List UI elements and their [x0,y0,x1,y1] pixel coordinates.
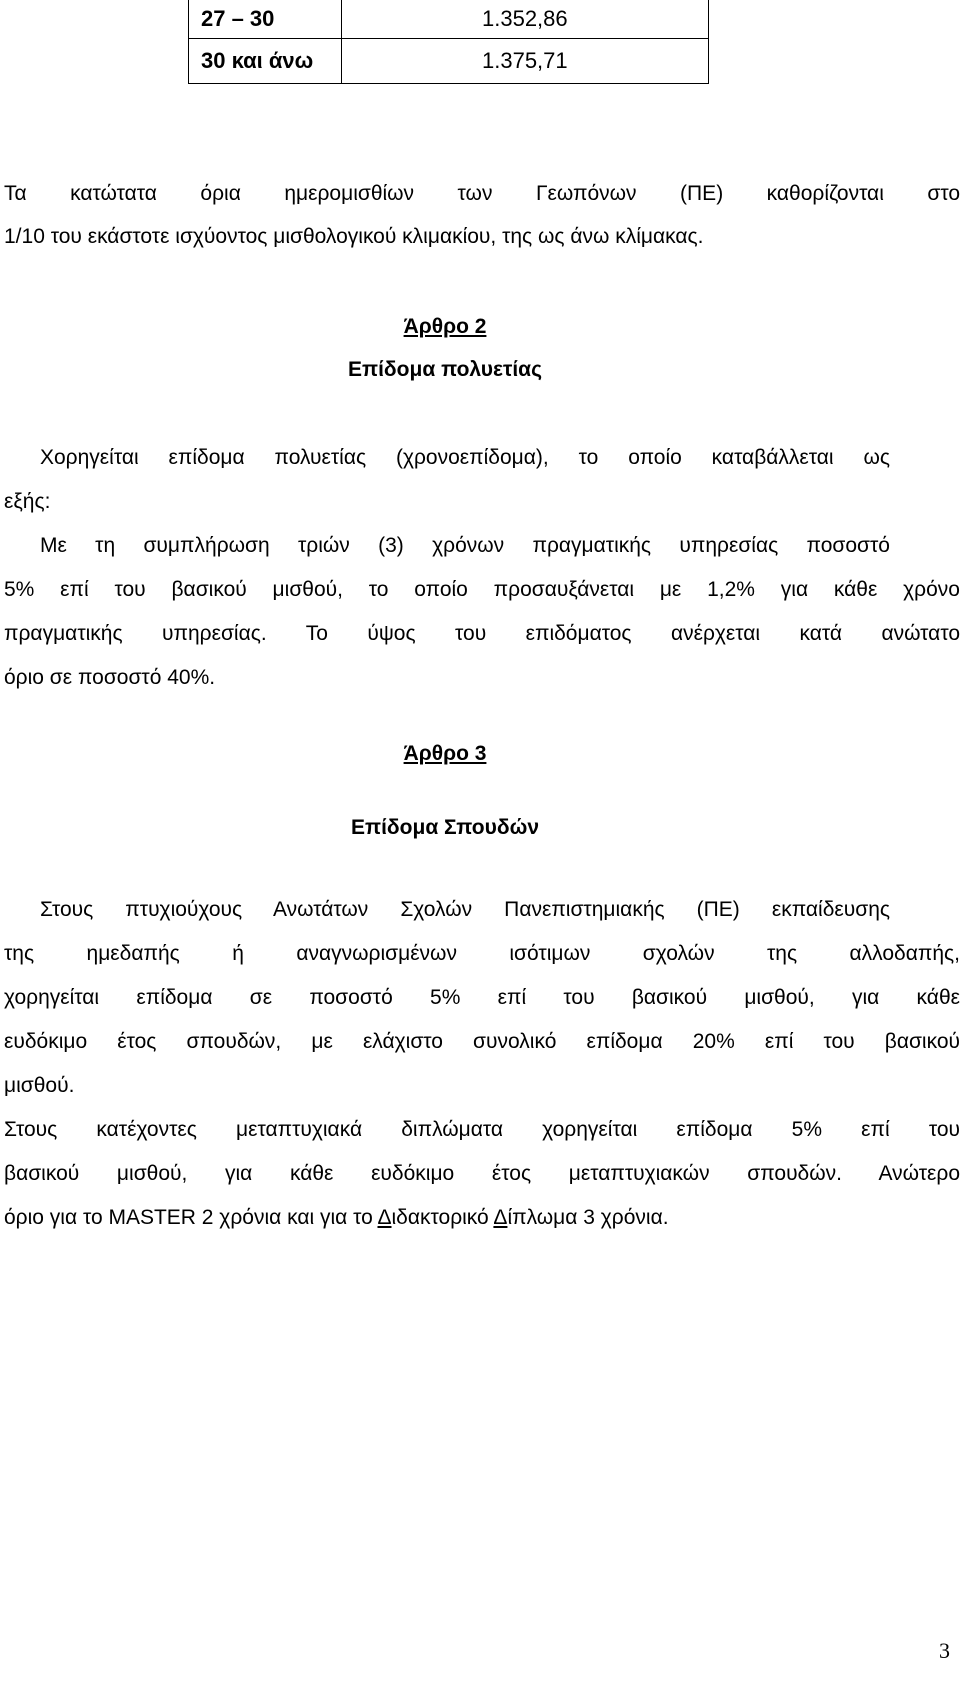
line-text: ιδακτορικό [391,1206,494,1229]
underlined-letter: Δ [377,1206,392,1229]
article-3-title: Επίδομα Σπουδών [350,816,539,839]
article-3-paragraph-line: βασικού μισθού, για κάθε ευδόκιμο έτος μεταπτυχιακών σπουδών. Ανώτερο [4,1162,960,1185]
article-3-paragraph-line: μισθού. [4,1074,75,1097]
article-2-paragraph-line: Με τη συμπλήρωση τριών (3) χρόνων πραγματικής υπηρεσίας ποσοστό [40,534,890,557]
underlined-letter: Δ [493,1206,508,1229]
article-3-paragraph-line: χορηγείται επίδομα σε ποσοστό 5% επί του βασικού μισθού, για κάθε [4,986,960,1009]
article-3-paragraph-line: της ημεδαπής ή αναγνωρισμένων ισότιμων σχολών της αλλοδαπής, [4,942,960,965]
years-cell: 30 και άνω [189,39,342,84]
article-2-number: Άρθρο 2 [403,315,487,338]
article-3-paragraph-line: Στους πτυχιούχους Ανωτάτων Σχολών Πανεπιστημιακής (ΠΕ) εκπαίδευσης [40,898,890,921]
table-row [189,39,709,84]
amount-cell: 1.352,86 [342,0,709,39]
page-number: 3 [939,1638,950,1663]
article-2-paragraph-line: πραγματικής υπηρεσίας. Το ύψος του επιδόματος ανέρχεται κατά ανώτατο [4,622,960,645]
article-2-paragraph-line: εξής: [4,490,51,513]
article-2-paragraph-line: 5% επί του βασικού μισθού, το οποίο προσαυξάνεται με 1,2% για κάθε χρόνο [4,578,960,601]
intro-line: Τα κατώτατα όρια ημερομισθίων των Γεωπόνων (ΠΕ) καθορίζονται στο [4,182,960,205]
article-2-paragraph-line: όριο σε ποσοστό 40%. [4,666,216,689]
article-3-paragraph-line: ευδόκιμο έτος σπουδών, με ελάχιστο συνολικό επίδομα 20% επί του βασικού [4,1030,960,1053]
line-text: ίπλωμα 3 χρόνια. [507,1206,669,1229]
article-3-number: Άρθρο 3 [403,742,487,765]
article-3-paragraph-line [4,1206,669,1230]
intro-line: 1/10 του εκάστοτε ισχύοντος μισθολογικού κλιμακίου, της ως άνω κλίμακας. [4,225,704,248]
amount-cell: 1.375,71 [342,39,709,84]
article-3-paragraph-line: Στους κατέχοντες μεταπτυχιακά διπλώματα χορηγείται επίδομα 5% επί του [4,1118,960,1141]
table-row [189,0,709,39]
article-2-title: Επίδομα πολυετίας [348,358,542,381]
article-2-paragraph-line: Χορηγείται επίδομα πολυετίας (χρονοεπίδομα), το οποίο καταβάλλεται ως [40,446,890,469]
line-text: όριο για το MASTER 2 χρόνια και για το [4,1206,378,1229]
salary-scale-table [188,0,709,84]
years-cell: 27 – 30 [189,0,342,39]
